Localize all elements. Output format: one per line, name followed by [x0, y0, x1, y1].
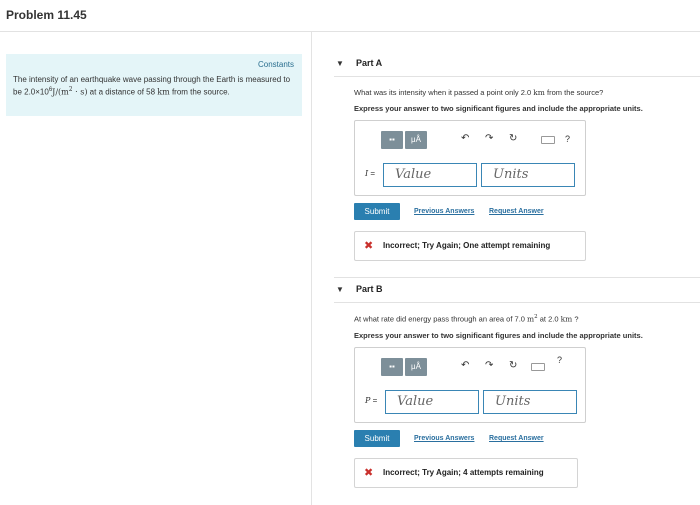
question-text: What was its intensity when it passed a point only 2.0	[354, 88, 534, 97]
templates-icon[interactable]: ▪▪	[381, 131, 403, 149]
keyboard-icon[interactable]	[531, 363, 545, 371]
part-b-instruction: Express your answer to two significant figures and include the appropriate units.	[354, 331, 643, 340]
undo-icon[interactable]: ↶	[461, 360, 470, 371]
problem-statement	[13, 75, 293, 98]
question-unit: km	[560, 314, 573, 324]
part-a-label: Part A	[356, 58, 383, 68]
math-toolbar	[381, 355, 579, 378]
redo-icon[interactable]: ↷	[485, 360, 494, 371]
submit-button[interactable]: Submit	[354, 430, 400, 447]
question-unit: m	[527, 314, 535, 324]
part-a-header[interactable]	[334, 54, 700, 76]
math-toolbar	[381, 131, 579, 151]
statement-part: The intensity of an earthquake wave passing through the Earth is measured to be 2.0×10	[13, 75, 291, 97]
reset-icon[interactable]: ↻	[509, 133, 518, 144]
statement-unit-end: · s)	[72, 87, 88, 97]
help-icon[interactable]: ?	[557, 355, 563, 365]
page-title: Problem 11.45	[6, 8, 87, 22]
variable-symbol: P	[365, 396, 371, 405]
units-button[interactable]: μÅ	[405, 131, 427, 149]
collapse-triangle-icon[interactable]: ▼	[336, 285, 344, 294]
question-text: At what rate did energy pass through an area of 7.0	[354, 314, 528, 324]
part-a-answer-box	[354, 120, 586, 196]
request-answer-link[interactable]: Request Answer	[489, 435, 544, 442]
feedback-text: Incorrect; Try Again; One attempt remaining	[383, 241, 551, 250]
statement-exponent: 6	[48, 87, 53, 93]
part-a-instruction: Express your answer to two significant figures and include the appropriate units.	[354, 104, 643, 113]
part-b-question	[354, 314, 579, 324]
previous-answers-link[interactable]: Previous Answers	[414, 208, 475, 215]
statement-part: at a distance of 58	[87, 87, 158, 97]
request-answer-link[interactable]: Request Answer	[489, 208, 544, 215]
keyboard-icon[interactable]	[541, 136, 555, 144]
part-b-header[interactable]	[334, 280, 700, 302]
constants-link[interactable]: Constants	[257, 60, 294, 69]
question-unit: km	[533, 88, 545, 97]
column-divider	[311, 32, 312, 505]
reset-icon[interactable]: ↻	[509, 360, 518, 371]
question-text: from the source?	[544, 88, 604, 97]
collapse-triangle-icon[interactable]: ▼	[336, 59, 344, 68]
previous-answers-link[interactable]: Previous Answers	[414, 435, 475, 442]
statement-unit: J/(m	[52, 87, 69, 97]
undo-icon[interactable]: ↶	[461, 133, 470, 144]
variable-label	[365, 396, 377, 405]
templates-icon[interactable]: ▪▪	[381, 358, 403, 376]
part-a-rule	[334, 76, 700, 77]
equals-sign: =	[368, 169, 376, 178]
error-x-icon: ✖	[364, 240, 374, 252]
part-a-feedback	[354, 231, 586, 261]
submit-button[interactable]: Submit	[354, 203, 400, 220]
part-b-answer-box	[354, 347, 586, 423]
equals-sign: =	[370, 396, 378, 405]
variable-symbol: I	[365, 169, 369, 178]
question-text: at 2.0	[537, 314, 561, 324]
constants-panel	[6, 54, 302, 116]
part-b-feedback	[354, 458, 578, 488]
part-a-question	[354, 88, 603, 97]
units-button[interactable]: μÅ	[405, 358, 427, 376]
part-b-label: Part B	[356, 284, 383, 294]
feedback-text: Incorrect; Try Again; 4 attempts remaining	[383, 468, 544, 477]
statement-unit-exponent: 2	[68, 86, 73, 93]
units-input[interactable]: Units	[481, 163, 575, 187]
redo-icon[interactable]: ↷	[485, 133, 494, 144]
value-input[interactable]: Value	[383, 163, 477, 187]
part-b-rule	[334, 302, 700, 303]
part-b-top-rule	[334, 277, 700, 278]
statement-part: from the source.	[169, 87, 230, 97]
error-x-icon: ✖	[364, 467, 374, 479]
question-text: ?	[572, 314, 579, 324]
question-unit-exponent: 2	[534, 314, 538, 320]
help-icon[interactable]: ?	[565, 134, 571, 144]
title-divider	[0, 31, 700, 32]
variable-label	[365, 169, 375, 178]
units-input[interactable]: Units	[483, 390, 577, 414]
value-input[interactable]: Value	[385, 390, 479, 414]
statement-km: km	[157, 87, 170, 97]
